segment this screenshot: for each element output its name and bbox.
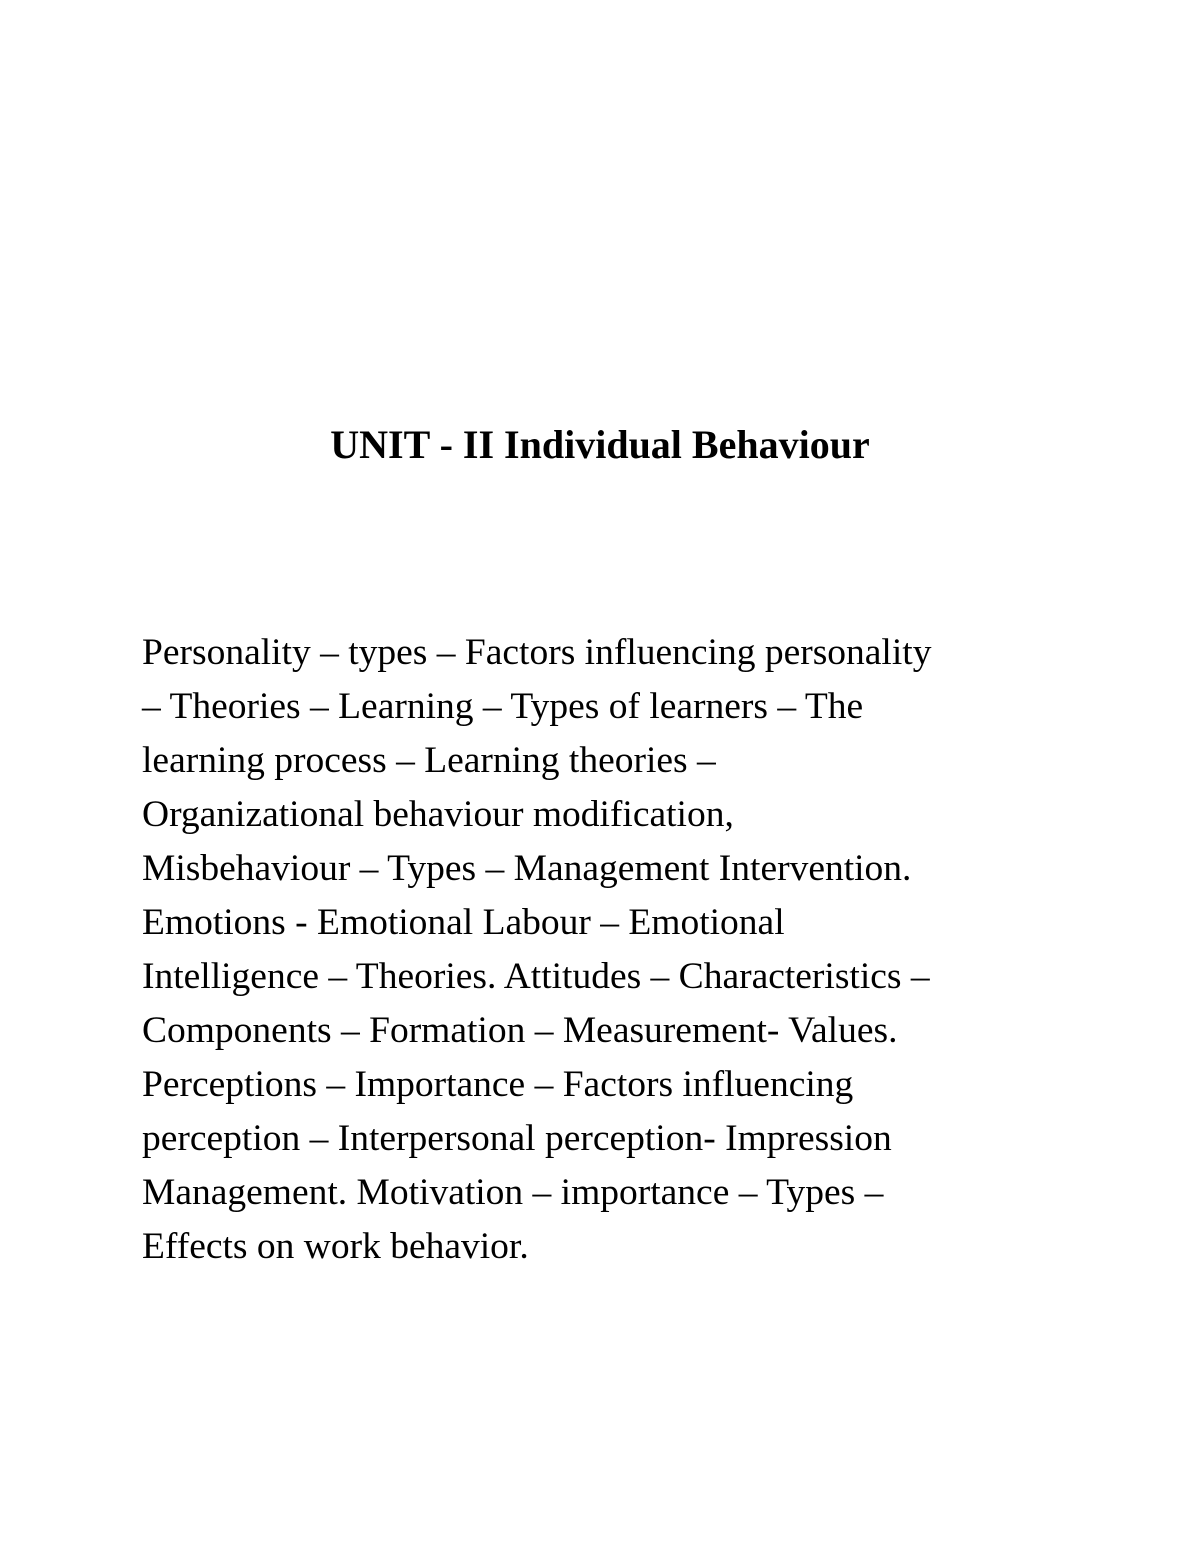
paragraph-line: – Theories – Learning – Types of learners – The [142, 686, 864, 727]
paragraph-line: Misbehaviour – Types – Management Intervention. [142, 848, 912, 889]
paragraph-line: Organizational behaviour modification, [142, 794, 734, 835]
paragraph-line: Components – Formation – Measurement- Values. [142, 1010, 898, 1051]
paragraph-line: Emotions - Emotional Labour – Emotional [142, 902, 785, 943]
paragraph-line: Personality – types – Factors influencing personality [142, 632, 932, 673]
paragraph-line: Effects on work behavior. [142, 1226, 529, 1267]
paragraph-line: learning process – Learning theories – [142, 740, 716, 781]
paragraph-line: Management. Motivation – importance – Types – [142, 1172, 884, 1213]
paragraph-line: Perceptions – Importance – Factors influencing [142, 1064, 854, 1105]
paragraph-line: Intelligence – Theories. Attitudes – Characteristics – [142, 956, 930, 997]
paragraph-line: perception – Interpersonal perception- Impression [142, 1118, 892, 1159]
syllabus-paragraph [142, 626, 1102, 1274]
page-title: UNIT - II Individual Behaviour [330, 422, 870, 467]
